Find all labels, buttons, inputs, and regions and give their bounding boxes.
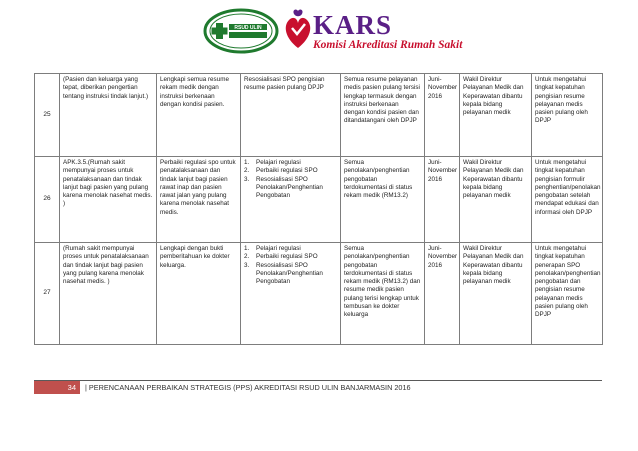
timeline-cell: Juni- November 2016	[425, 157, 460, 243]
table-row	[35, 243, 603, 345]
activity-step: 2. Perbaiki regulasi SPO	[244, 167, 318, 175]
recommendation-cell: Perbaiki regulasi spo untuk penatalaksanaan dan tindak lanjut bagi pasien rawat inap dan pasien rawat jalan yang pulang karena menolak nasehat medis.	[157, 157, 241, 243]
activity-step: 3. Resosialisasi SPO Penolakan/Penghentian Pengobatan	[244, 261, 323, 286]
kars-logo	[283, 8, 463, 54]
pic-cell: Wakil Direktur Pelayanan Medik dan Keperawatan dibantu kepala bidang pelayanan medik	[460, 157, 532, 243]
kars-title: KARS	[313, 10, 393, 40]
indicator-cell: Semua penolakan/penghentian pengobatan terdokumentasi di status rekam medik (RM13.2)	[341, 157, 425, 243]
indicator-cell: Semua resume pelayanan medis pasien pulang tersisi lengkap termasuk dengan instruksi berkenaan dengan kondisi pasien dan ditandatangani oleh DPJP	[341, 74, 425, 157]
standard-cell: (Pasien dan keluarga yang tepat, diberikan pengertian tentang instruksi tindak lanjut.)	[60, 74, 157, 157]
activity-step: 3. Resosialisasi SPO Penolakan/Penghentian Pengobatan	[244, 175, 323, 200]
standard-cell: (Rumah sakit mempunyai proses untuk penatalaksanaan dan tindak lanjut bagi pasien yang pulang karena menolak nasehat medis. )	[60, 243, 157, 345]
goal-cell: Untuk mengetahui tingkat kepatuhan penerapan SPO penolakan/penghentian pengobatan dan pengisian resume pelayanan medis pasien pulang oleh DPJP	[532, 243, 603, 345]
activity-steps-list	[244, 159, 337, 200]
activity-step: 1. Pelajari regulasi	[244, 245, 301, 252]
activity-step: 2. Perbaiki regulasi SPO	[244, 253, 318, 261]
activity-cell	[241, 243, 341, 345]
row-number: 26	[35, 157, 60, 243]
activity-cell: Resosialisasi SPO pengisian resume pasien pulang DPJP	[241, 74, 341, 157]
recommendation-cell: Lengkapi semua resume rekam medik dengan instruksi berkenaan dengan kondisi pasien.	[157, 74, 241, 157]
kars-subtitle: Komisi Akreditasi Rumah Sakit	[313, 39, 463, 51]
page-footer	[34, 381, 411, 394]
standard-cell: APK.3.5.(Rumah sakit mempunyai proses untuk penatalaksanaan dan tindak lanjut bagi pasien yang pulang karena menolak nasehat medis. )	[60, 157, 157, 243]
timeline-cell: Juni- November 2016	[425, 74, 460, 157]
activity-step: 1. Pelajari regulasi	[244, 159, 301, 166]
goal-cell: Untuk mengetahui tingkat kepatuhan pengisian formulir penghentian/penolakan pengobatan setelah mendapat edukasi dan informasi oleh DPJP	[532, 157, 603, 243]
footer-title: | PERENCANAAN PERBAIKAN STRATEGIS (PPS) AKREDITASI RSUD ULIN BANJARMASIN 2016	[85, 383, 411, 392]
activity-steps-list	[244, 245, 337, 286]
pic-cell: Wakil Direktur Pelayanan Medik dan Keperawatan dibantu kepala bidang pelayanan medik	[460, 74, 532, 157]
row-number: 27	[35, 243, 60, 345]
pic-cell: Wakil Direktur Pelayanan Medik dan Keperawatan dibantu kepala bidang pelayanan medik	[460, 243, 532, 345]
goal-cell: Untuk mengetahui tingkat kepatuhan pengisian resume pelayanan medis pasien pulang oleh DPJP	[532, 74, 603, 157]
rsud-logo-label: RSUD ULIN	[234, 25, 262, 31]
improvement-plan-table	[34, 73, 603, 345]
recommendation-cell: Lengkapi dengan bukti pemberitahuan ke dokter keluarga.	[157, 243, 241, 345]
table-row	[35, 74, 603, 157]
indicator-cell: Semua penolakan/penghentian pengobatan terdokumentasi di status rekam medik (RM13.2) dan resume medik pasien pulang terisi lengkap untuk tembusan ke dokter keluarga	[341, 243, 425, 345]
row-number: 25	[35, 74, 60, 157]
activity-cell	[241, 157, 341, 243]
table-row	[35, 157, 603, 243]
page-number: 34	[34, 381, 80, 394]
timeline-cell: Juni- November 2016	[425, 243, 460, 345]
rsud-ulin-logo	[203, 8, 279, 54]
